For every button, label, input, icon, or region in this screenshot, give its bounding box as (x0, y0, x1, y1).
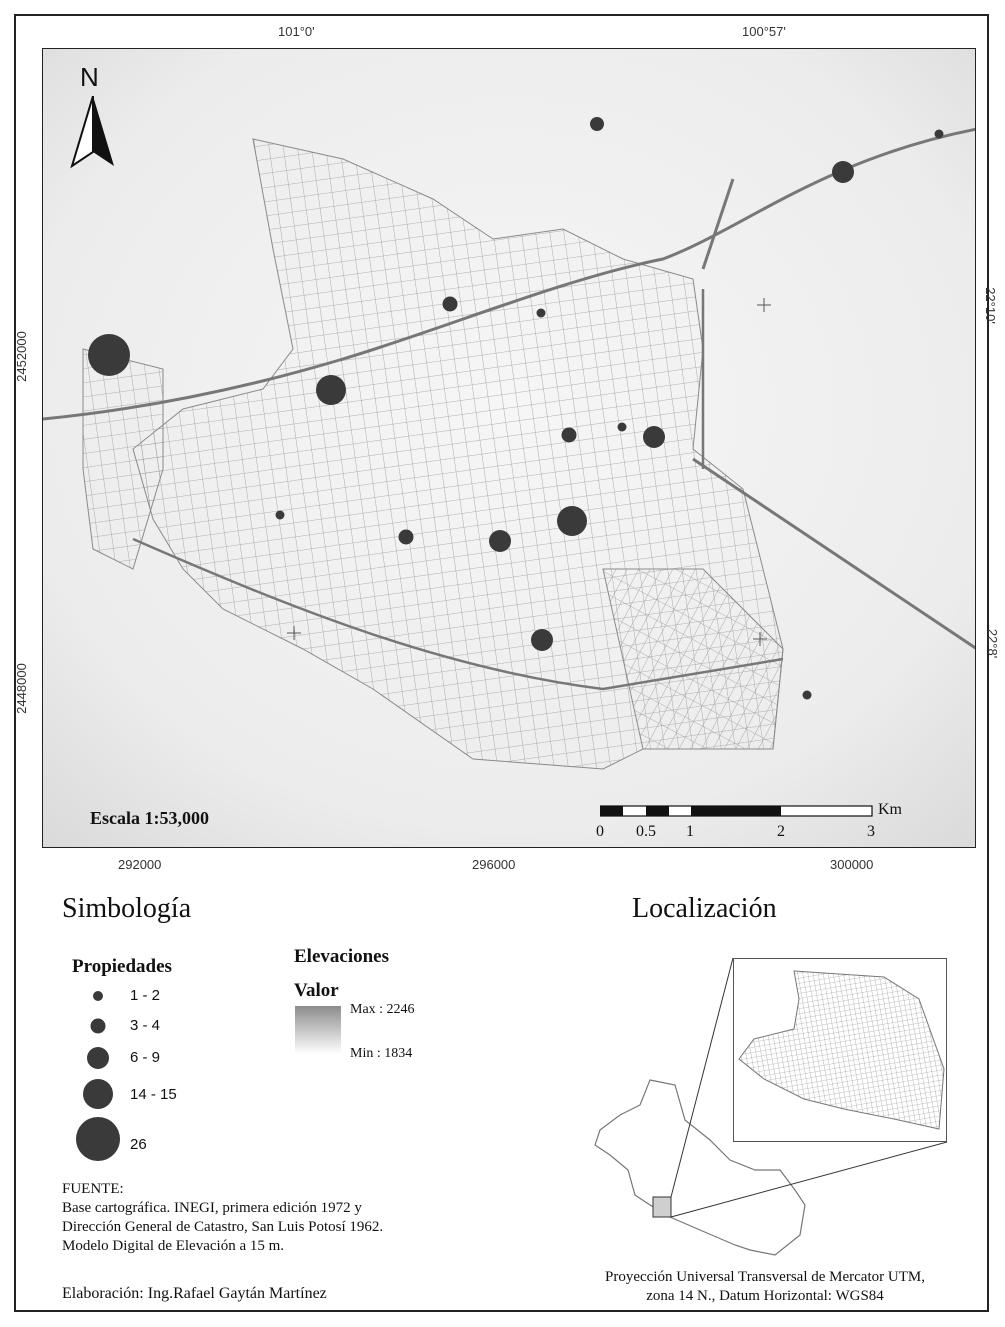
lon-label-2: 100°57' (742, 24, 786, 39)
property-symbol (531, 629, 553, 651)
scale-tick-1: 1 (686, 823, 694, 840)
north-arrow-icon (70, 96, 116, 200)
property-symbol (618, 423, 627, 432)
easting-label-2: 296000 (472, 857, 516, 872)
property-symbol (443, 297, 458, 312)
scale-tick-05: 0.5 (636, 823, 656, 840)
scale-tick-0: 0 (596, 823, 604, 840)
properties-class-3: 6 - 9 (130, 1049, 161, 1066)
projection-note (570, 1268, 960, 1306)
property-symbol (590, 117, 604, 131)
properties-heading: Propiedades (72, 956, 172, 977)
property-symbol (557, 506, 587, 536)
city-inset-map (733, 958, 947, 1142)
north-letter: N (80, 62, 99, 92)
property-symbol (935, 130, 944, 139)
property-symbol (399, 530, 414, 545)
source-note (62, 1180, 383, 1256)
elevation-max: Max : 2246 (350, 1002, 415, 1017)
properties-class-5: 26 (130, 1136, 147, 1153)
properties-class-2: 3 - 4 (130, 1017, 161, 1034)
main-map (42, 48, 976, 848)
scale-tick-2: 2 (777, 823, 785, 840)
property-symbol (643, 426, 665, 448)
property-symbol (276, 511, 285, 520)
lat-label-1: 22°10' (982, 287, 998, 324)
elevation-min: Min : 1834 (350, 1046, 413, 1061)
elevation-ramp (295, 1006, 341, 1054)
property-symbol (316, 375, 346, 405)
source-line-1: FUENTE: (62, 1181, 124, 1197)
properties-symbols (70, 980, 130, 1165)
source-line-2: Base cartográfica. INEGI, primera edición 1972 y (62, 1200, 362, 1216)
scale-unit: Km (878, 801, 902, 818)
easting-label-3: 300000 (830, 857, 874, 872)
author-credit: Elaboración: Ing.Rafael Gaytán Martínez (62, 1285, 327, 1302)
location-title: Localización (632, 893, 777, 924)
elevations-heading: Elevaciones (294, 946, 389, 967)
legend-title: Simbología (62, 893, 192, 924)
northing-label-1: 2452000 (13, 331, 29, 382)
easting-label-1: 292000 (118, 857, 162, 872)
scale-tick-3: 3 (867, 823, 875, 840)
projection-line-2: zona 14 N., Datum Horizontal: WGS84 (646, 1288, 884, 1304)
property-symbol (537, 309, 546, 318)
property-symbol (803, 691, 812, 700)
properties-class-1: 1 - 2 (130, 987, 161, 1004)
value-heading: Valor (294, 980, 339, 1001)
map-canvas (43, 49, 976, 848)
scale-bar (600, 805, 875, 817)
property-symbol (562, 428, 577, 443)
source-line-4: Modelo Digital de Elevación a 15 m. (62, 1238, 285, 1254)
lon-label-1: 101°0' (278, 24, 315, 39)
property-symbol (832, 161, 854, 183)
northing-label-2: 2448000 (13, 663, 29, 714)
lat-label-2: 22°8' (985, 628, 1001, 659)
properties-class-4: 14 - 15 (130, 1086, 177, 1103)
property-symbol (88, 334, 130, 376)
projection-line-1: Proyección Universal Transversal de Mercator UTM, (605, 1269, 925, 1285)
source-line-3: Dirección General de Catastro, San Luis Potosí 1962. (62, 1219, 384, 1235)
scale-text: Escala 1:53,000 (90, 808, 209, 828)
property-symbol (489, 530, 511, 552)
